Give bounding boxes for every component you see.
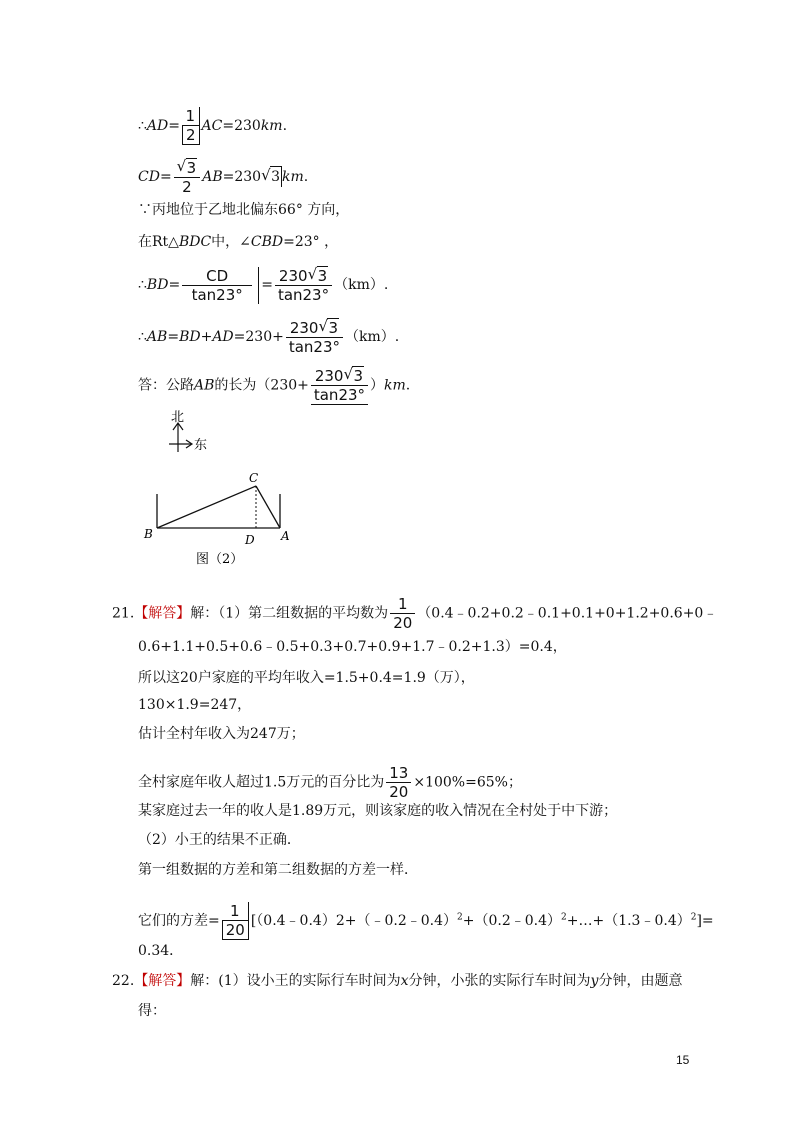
question-number: 22. xyxy=(112,973,135,989)
equals: = xyxy=(159,169,172,185)
var-cbd: CBD xyxy=(250,234,284,250)
answer-ab xyxy=(138,366,410,405)
unit-km: km xyxy=(384,377,406,394)
text: 中，∠ xyxy=(211,234,251,250)
question-number: 21. xyxy=(112,605,135,622)
frac-numerator xyxy=(286,318,343,337)
frac-numerator: 13 xyxy=(389,764,409,782)
unit-km: （km）. xyxy=(345,329,400,345)
unit-km: km xyxy=(282,169,304,185)
question-21-variance xyxy=(138,902,714,940)
text: 的长为（230+ xyxy=(214,377,309,394)
text: +（0.2﹣0.4） xyxy=(462,913,561,929)
numerator-230: 230 xyxy=(278,267,308,285)
label-d: D xyxy=(245,533,255,547)
segment-bc xyxy=(157,486,256,528)
direction-statement: ∵丙地位于乙地北偏东66° 方向， xyxy=(138,202,350,218)
numerator-230: 230 xyxy=(314,367,344,385)
sqrt-symbol xyxy=(261,166,282,187)
frac-denominator: 20 xyxy=(222,920,248,940)
therefore-symbol: ∴ xyxy=(138,277,147,293)
equation-ad xyxy=(138,107,287,145)
question-21-line1 xyxy=(112,595,717,632)
unit-km: km xyxy=(260,118,283,134)
var-bd: BD xyxy=(146,277,169,293)
label-c: C xyxy=(249,471,259,485)
radicand: 3 xyxy=(328,319,339,337)
compass-east-label: 东 xyxy=(194,438,208,453)
text: ]= xyxy=(696,913,714,929)
text: 它们的方差= xyxy=(138,913,220,929)
frac-denominator: 20 xyxy=(390,613,415,632)
question-21-result: 0.34． xyxy=(138,943,184,959)
frac-denominator: 2 xyxy=(182,125,199,145)
angle-statement xyxy=(138,232,338,252)
question-21-percent xyxy=(138,764,522,801)
text: （0.4﹣0.2+0.2﹣0.1+0.1+0+1.2+0.6+0﹣ xyxy=(417,605,718,622)
period: . xyxy=(405,377,411,394)
text: ×100%=65%； xyxy=(413,774,522,791)
fraction-1-20 xyxy=(222,902,249,940)
frac-denominator: tan23° xyxy=(275,285,332,304)
numerator-230: 230 xyxy=(289,319,319,337)
var-ac: AC xyxy=(201,118,223,134)
frac-numerator: CD xyxy=(206,266,229,285)
frac-numerator xyxy=(311,366,368,385)
frac-denominator: 2 xyxy=(174,177,201,196)
text: 在Rt△ xyxy=(138,234,179,250)
value-230-plus: =230+ xyxy=(233,329,284,345)
text: 解：（1）第二组数据的平均数为 xyxy=(190,605,389,622)
fraction-cd-tan xyxy=(182,267,259,304)
text: 解：(1）设小王的实际行车时间为 xyxy=(190,973,401,989)
question-21-same: 第一组数据的方差和第二组数据的方差一样． xyxy=(138,862,418,878)
radicand: 3 xyxy=(186,159,197,177)
fraction-half xyxy=(182,107,200,145)
compass-diagram xyxy=(165,408,225,458)
sqrt-symbol xyxy=(343,366,364,385)
value-230: =230 xyxy=(222,169,262,185)
period: . xyxy=(303,169,309,185)
var-ab: AB xyxy=(194,377,215,394)
text: ） xyxy=(370,377,385,394)
equals: = xyxy=(168,118,180,134)
var-ab: AB xyxy=(146,329,168,345)
frac-denominator: tan23° xyxy=(311,385,368,405)
var-bd: BD xyxy=(179,329,201,345)
sqrt-symbol xyxy=(318,318,339,337)
therefore-symbol: ∴ xyxy=(138,329,147,345)
fraction-230sqrt3-tan xyxy=(311,366,368,405)
unit-km: （km）. xyxy=(334,277,389,293)
question-21-family: 某家庭过去一年的收人是1.89万元，则该家庭的收入情况在全村处于中下游； xyxy=(138,803,618,819)
triangle-figure xyxy=(140,470,300,570)
text: 全村家庭年收人超过1.5万元的百分比为 xyxy=(138,774,385,791)
exponent: 2 xyxy=(457,912,463,923)
fraction-230sqrt3-tan xyxy=(275,266,332,304)
var-x: x xyxy=(400,973,409,989)
radicand: 3 xyxy=(270,166,281,187)
question-21-line2: 0.6+1.1+0.5+0.6﹣0.5+0.3+0.7+0.9+1.7﹣0.2+1.3）=0.4， xyxy=(138,639,567,655)
radicand: 3 xyxy=(317,267,328,285)
plus: + xyxy=(200,329,213,345)
var-y: y xyxy=(590,973,599,989)
question-21-avg: 所以这20户家庭的平均年收入=1.5+0.4=1.9（万）， xyxy=(138,670,475,686)
frac-numerator: 1 xyxy=(230,902,240,920)
text: +…+（1.3﹣0.4） xyxy=(566,913,691,929)
frac-numerator xyxy=(174,158,201,177)
question-22-line2: 得： xyxy=(138,1003,166,1019)
period: . xyxy=(282,118,288,134)
sqrt-symbol xyxy=(177,158,198,177)
compass-north-label: 北 xyxy=(171,410,185,425)
var-cd: CD xyxy=(138,169,160,185)
fraction-230sqrt3-tan xyxy=(286,318,343,356)
fraction-sqrt3-over-2 xyxy=(174,158,201,196)
question-21-part2: （2）小王的结果不正确． xyxy=(138,832,301,848)
value-230: =230 xyxy=(222,118,261,134)
question-21-estimate: 估计全村年收入为247万； xyxy=(138,726,305,742)
fraction-1-20 xyxy=(390,595,415,632)
equals: = xyxy=(261,277,273,293)
label-b: B xyxy=(144,527,153,541)
frac-denominator: tan23° xyxy=(182,285,252,304)
var-bdc: BDC xyxy=(178,234,212,250)
answer-tag: 【解答】 xyxy=(134,973,191,989)
text: 答：公路 xyxy=(138,377,194,394)
var-ad: AD xyxy=(212,329,234,345)
text: 分钟，由题意 xyxy=(598,973,683,989)
frac-numerator: 1 xyxy=(185,107,196,125)
equals: = xyxy=(167,329,180,345)
text: [（0.4﹣0.4）2+（﹣0.2﹣0.4） xyxy=(250,913,457,929)
segment-ca xyxy=(256,486,280,528)
question-22-line1 xyxy=(112,971,682,991)
frac-numerator xyxy=(275,266,332,285)
equation-bd xyxy=(138,266,388,304)
frac-denominator: tan23° xyxy=(286,337,343,356)
sqrt-symbol xyxy=(308,266,329,285)
equation-ab xyxy=(138,318,399,356)
exponent: 2 xyxy=(690,912,697,923)
therefore-symbol: ∴ xyxy=(138,118,147,134)
fraction-13-20 xyxy=(386,764,411,801)
text: 分钟，小张的实际行车时间为 xyxy=(408,973,591,989)
var-ab: AB xyxy=(202,169,223,185)
radicand: 3 xyxy=(353,367,364,385)
figure-caption: 图（2） xyxy=(196,552,244,567)
exponent: 2 xyxy=(561,912,567,923)
question-21-calc: 130×1.9=247， xyxy=(138,697,252,713)
label-a: A xyxy=(281,529,290,543)
equals: = xyxy=(168,277,181,293)
equation-cd xyxy=(138,158,308,196)
frac-denominator: 20 xyxy=(386,782,411,801)
page-number: 15 xyxy=(676,1053,690,1067)
text: =23° ， xyxy=(283,234,339,250)
var-ad: AD xyxy=(146,118,169,134)
answer-tag: 【解答】 xyxy=(134,605,191,622)
frac-numerator: 1 xyxy=(397,595,408,613)
